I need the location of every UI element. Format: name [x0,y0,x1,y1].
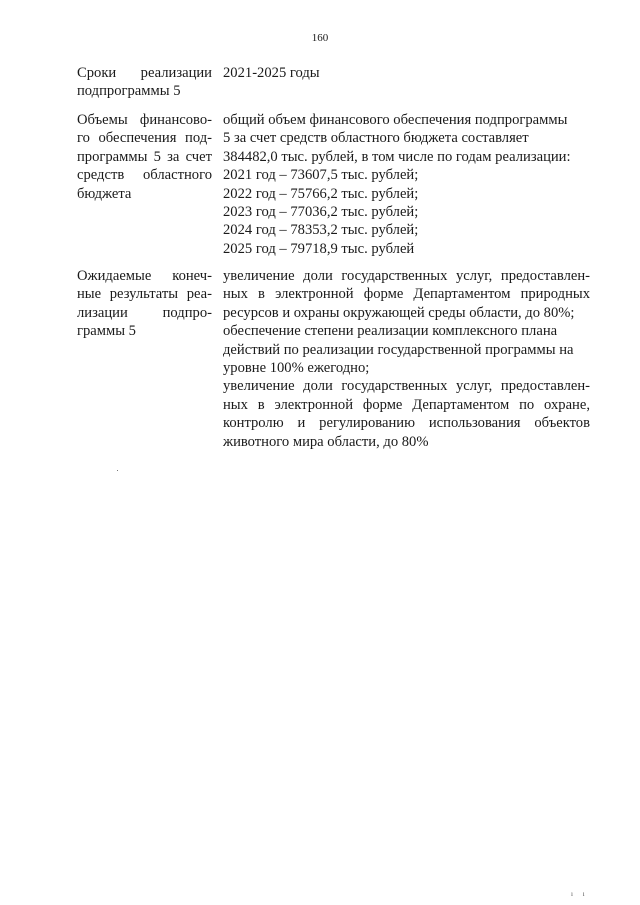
table-row-implementation-period [77,64,590,101]
label-line: Сроки реализации [77,65,212,81]
label-line: программы 5 за счет [77,148,212,165]
label-line: ные результаты реа- [77,286,212,303]
value-line: животного мира области, до 80% [223,433,429,450]
value-line: обеспечение степени реализации комплексного плана [223,323,558,340]
row-label [77,267,212,341]
value-line: ных в электронной форме Департаментом по охране, [223,396,590,413]
value-line: контролю и регулированию использования объектов [223,415,590,432]
table-row-expected-results [77,267,590,450]
page-number: 160 [311,32,329,44]
row-label [77,64,212,101]
value-line: 2023 год – 77036,2 тыс. рублей; [223,204,419,221]
scan-speck [117,470,118,471]
value-line: 2022 год – 75766,2 тыс. рублей; [223,185,419,202]
value-line: увеличение доли государственных услуг, предоставлен- [223,268,590,284]
row-value [223,64,590,82]
value-line: уровне 100% ежегодно; [223,360,370,377]
label-line: Объемы финансово- [77,112,212,128]
label-line: граммы 5 [77,323,136,340]
row-label [77,111,212,203]
label-line: лизации подпро- [77,304,212,321]
label-line: го обеспечения под- [77,130,212,147]
label-line: подпрограммы 5 [77,83,181,100]
value-line: 5 за счет средств областного бюджета составляет [223,130,529,147]
row-value [223,267,590,451]
value-line: ных в электронной форме Департаментом природных [223,286,590,303]
value-line: 384482,0 тыс. рублей, в том числе по годам реализации: [223,148,571,165]
label-line: Ожидаемые конеч- [77,268,212,284]
value-line: 2021 год – 73607,5 тыс. рублей; [223,167,419,184]
value-line: общий объем финансового обеспечения подпрограммы [223,112,568,128]
row-value [223,111,590,258]
value-line: 2024 год – 78353,2 тыс. рублей; [223,222,419,239]
value-line: 2025 год – 79718,9 тыс. рублей [223,240,415,257]
corner-scan-marks: ı ı [571,890,589,898]
value-line: увеличение доли государственных услуг, предоставлен- [223,378,590,395]
label-line: бюджета [77,185,132,202]
value-line: 2021-2025 годы [223,65,320,81]
value-line: действий по реализации государственной программы на [223,341,574,358]
label-line: средств областного [77,167,212,184]
value-line: ресурсов и охраны окружающей среды области, до 80%; [223,304,575,321]
table-row-funding-volume [77,111,590,257]
